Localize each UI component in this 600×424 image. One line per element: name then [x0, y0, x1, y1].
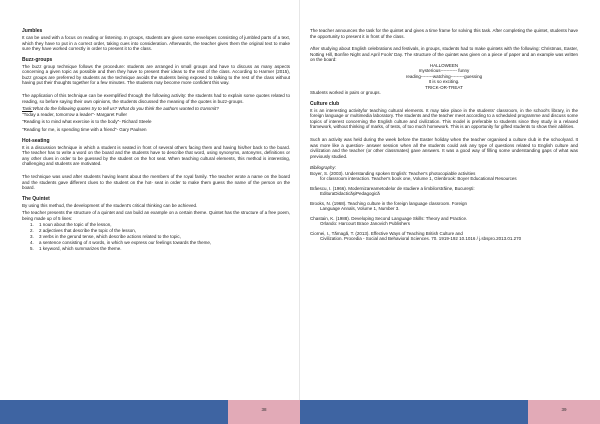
quote-2: "Reading is to mind what exercise is to the body"- Richard Steele	[22, 119, 152, 125]
bib-entry: Boyer, S. (2003). Understanding spoken English: Teacher's photocopiable activities for classroom interaction. Teacher's book one, Volume 1, Glenbrook: Boyer Educational Resources	[310, 170, 517, 182]
bibliography	[310, 165, 578, 242]
jumbles-text: It can be used with a focus on reading or listening. In groups, students are given some envelopes consisting of jumbled parts of a text, which they have to put in a correct order, taking cues into consideration. Afterwards, the teacher gives them the original text to make sure they have worked correctly in order to present it to the class.	[22, 35, 290, 52]
buzz-groups-heading: Buzz-groups	[22, 56, 53, 63]
footer	[0, 400, 600, 424]
hot-seating-text-2: The technique was used after students having learnt about the members of the royal family. The teacher wrote a name on the board and the students gave different clues to the student on the hot- seat in order to make them guess the name of the person on the board.	[22, 174, 290, 190]
footer-blue-bar-right	[300, 400, 528, 424]
quote-1: "Today a reader, tomorrow a leader"- Margaret Fuller	[22, 111, 127, 117]
quintet-text-2: The teacher presents the structure of a quintet and can build an example on a certain theme. Quintet has the structure of a free poem, being made up of 5 lines:	[22, 210, 290, 221]
bib-entry: Brâescu, I. (1966). Modernizareametodelor de studiere a limbilorstrăine, Bucureşti: EdituraDidacticăşiPedagogică	[310, 185, 475, 197]
bibliography-heading: Bibliography:	[310, 165, 337, 171]
celebrations-text: After studying about English celebrations and festivals, in groups, students had to make quintets with the following: Christmas, Easter, Notting Hill, Bonfire Night and April Fools' Day. The structure of the quintet was given on a piece of paper and an example was written on the board:	[310, 46, 578, 63]
jumbles-heading: Jumbles	[22, 28, 43, 34]
task-text: What do the following quotes try to tell us? What do you think the authors wanted to transmit?	[32, 106, 219, 112]
list-item: 2. 2 adjectives that describe the topic of the lesson,	[30, 228, 137, 234]
poem-line-4: It is so exciting.	[428, 79, 460, 85]
bib-entry: Brooks, N. (1968). Teaching culture in the foreign language classroom. Foreign Language Annals, Volume 1, Number 3.	[310, 200, 468, 212]
poem-line-3: reading--------watching---------guessing	[405, 73, 483, 79]
left-column	[22, 28, 290, 253]
page-number-left: 38	[261, 407, 267, 412]
quote-3: "Reading for me, is spending time with a friend"- Gary Paulsen	[22, 127, 147, 133]
buzz-groups-text-2: The application of this technique can be exemplified through the following activity: the students had to explain some quotes related to reading, so before saying their own opinions, the students discussed the meaning of the quotes in buzz-groups.	[22, 93, 290, 104]
poem-line-1: HALLOWEEN	[429, 62, 459, 68]
quintet-list	[30, 222, 290, 251]
page-number-right: 39	[561, 407, 567, 412]
list-item: 5. 1 keyword, which summarizes the theme.	[30, 245, 122, 251]
hot-seating-heading: Hot-seating	[22, 137, 50, 144]
list-item: 3. 3 verbs in the gerund tense, which describe actions related to the topic,	[30, 234, 181, 240]
after-poem-text: Students worked in pairs or groups.	[310, 90, 381, 96]
culture-club-text-1: It is an interesting activityfor teaching cultural elements. It may take place in the students' classroom, in the school's library, in the foreign language or multimedia laboratory. The students and the teacher meet according to a scheduled programme and discuss some topics of interest concerning the English culture and civilization. This model is preferable to students since they study in a relaxed framework, without thinking of marks, of tests, of too much homework. This is an opportunity for gifted students to show their abilities.	[310, 107, 578, 130]
footer-blue-bar-left	[0, 400, 228, 424]
culture-club-heading: Culture club	[310, 100, 340, 107]
list-item: 4. a sentence consisting of 4 words, in which we express our feelings towards the theme,	[30, 240, 212, 246]
quintet-task-text: The teacher announces the task for the quintet and gives a time frame for solving this task. After completing the quintet, students have the opportunity to present it in front of the class.	[310, 28, 578, 39]
poem-line-5: TRICK-OR-TREAT	[425, 84, 463, 90]
footer-pink-bar-left	[228, 400, 300, 424]
right-page	[300, 0, 600, 424]
buzz-groups-text-1: The buzz group technique follows the procedure: students are arranged in small groups and have to discuss as many aspects concerning a given topic as possible and then they have to present their ideas to the rest of the class. According to Harmer (2015), buzz groups are preferred by students as the technique avoids the students being exposed to talking to the rest of the class without having put their thoughts together for a few minutes. The students may become more confident this way.	[22, 63, 290, 86]
footer-pink-bar-right	[528, 400, 600, 424]
hot-seating-text-1: It is a discussion technique in which a student is seated in front of several others facing them and having his/her back to the board. The teacher has to write a word on the board and the students have to describe that word, using synonyms, antonyms, definitions or any other clues in order to be guessed by the student on the hot seat. When teaching cultural elements, this method is interesting, challenging and students are motivated.	[22, 144, 290, 167]
bib-entry: Chastain, K. (1988). Developing Second Language Skills: Theory and Practice. Orlando: Harcourt Brace Janovich Publishers	[310, 215, 468, 227]
poem-line-2: mysterious----------- funny	[418, 68, 470, 74]
quintet-text-1: By using this method, the development of the student's critical thinking can be achieved.	[22, 202, 198, 208]
right-column	[310, 28, 578, 246]
list-item: 1. 1 noun about the topic of the lesson,	[30, 222, 112, 228]
culture-club-text-2: Such an activity was held during the week before the Easter holiday when the teacher organised a culture club in the schoolyard. It was more like a question- answer session when all the students could ask any type of questions related to English culture and civilization and the teacher (or other classmates) gave answers. It was a good way of filling some understanding gaps of what was previously studied.	[310, 137, 578, 159]
quintet-heading: The Quintet	[22, 195, 50, 202]
bib-entry: Ciornei, I., Tămagă, T. (2013). Effective Ways of Teaching British Culture and Civilization. Procedia - Social and Behavioral Sciences. 70. 1919-192 10.1016 / j.sbspro.2013.01.270	[310, 230, 522, 242]
task-label: Task:	[22, 106, 33, 112]
